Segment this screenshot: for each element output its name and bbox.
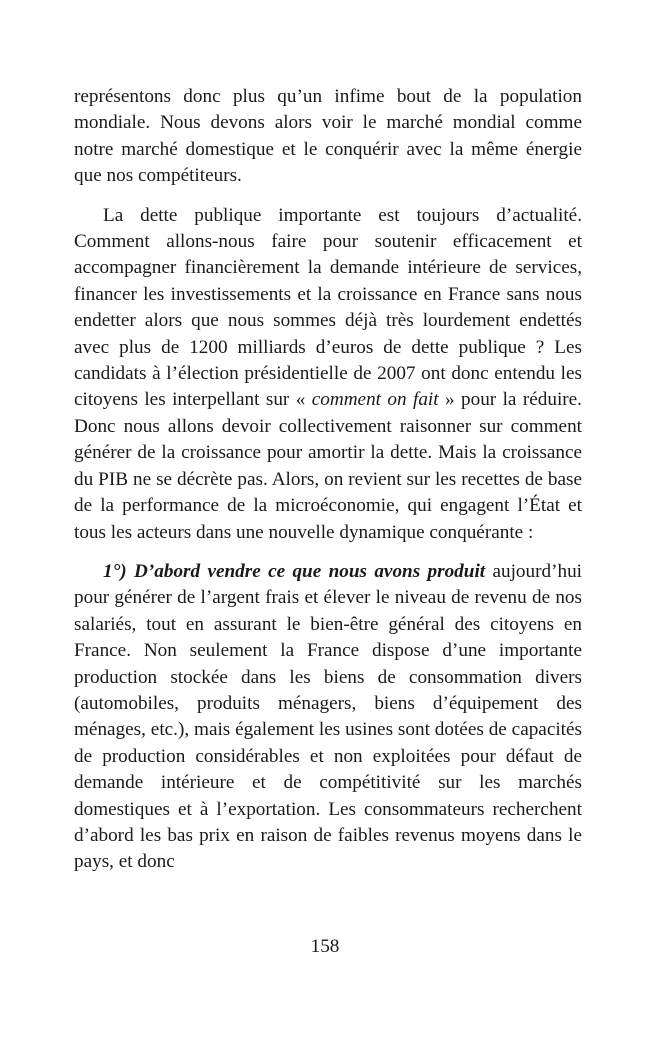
page-number: 158 (310, 936, 340, 957)
paragraph-3-text: aujourd’hui pour générer de l’argent frais et élever le niveau de revenu de nos salariés, tout en assurant le bien-être général des citoyens en France. Non seulement la France dispose d’une importante production stockée dans les biens de consommation divers (automobiles, produits ménagers, biens d’équipement des ménages, etc.), mais également les usines sont dotées de capacités de production considérables et non exploitées pour défaut de demande intérieure et de compétitivité sur les marchés domestiques et à l’exportation. Les consommateurs recherchent d’abord les bas prix en raison de faibles revenus moyens dans le pays, et donc (74, 560, 582, 873)
paragraph-2-emphasis: comment on fait (311, 389, 439, 411)
page-body (74, 84, 582, 876)
paragraph-2 (74, 203, 582, 546)
paragraph-1-text: représentons donc plus qu’un infime bout de la population mondiale. Nous devons alors voir le marché mondial comme notre marché domestique et le conquérir avec la même énergie que nos compétiteurs. (74, 86, 582, 187)
paragraph-3-lead-heading: 1°) D’abord vendre ce que nous avons produit (103, 560, 486, 582)
paragraph-1 (74, 84, 582, 190)
paragraph-3 (74, 559, 582, 876)
paragraph-2-text-after: » pour la réduire. Donc nous allons devoir collectivement raisonner sur comment générer de la croissance pour amortir la dette. Mais la croissance du PIB ne se décrète pas. Alors, on revient sur les recettes de base de la performance de la microéconomie, qui engagent l’État et tous les acteurs dans une nouvelle dynamique conquérante : (74, 389, 582, 543)
paragraph-2-text-before: La dette publique importante est toujours d’actualité. Comment allons-nous faire pour soutenir efficacement et accompagner financièrement la demande intérieure de services, financer les investissements et la croissance en France sans nous endetter alors que nous sommes déjà très lourdement endettés avec plus de 1200 milliards d’euros de dette publique ? Les candidats à l’élection présidentielle de 2007 ont donc entendu les citoyens les interpellant sur « (74, 204, 582, 411)
